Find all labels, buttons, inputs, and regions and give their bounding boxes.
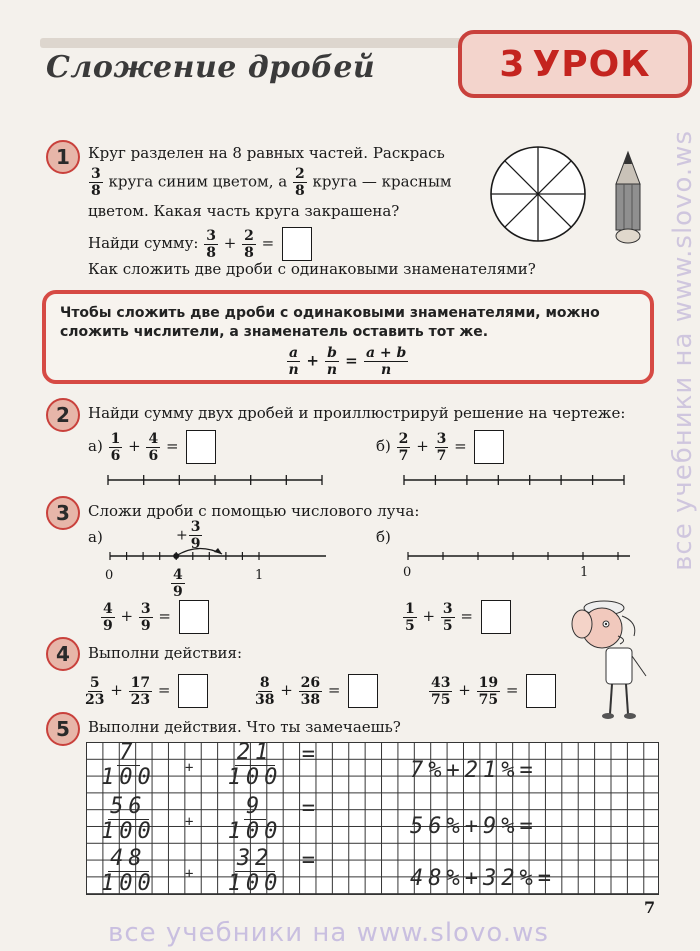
watermark-side: все учебники на www.slovo.ws: [668, 130, 698, 571]
rule-line-2: сложить числители, а знаменатель оставить тот же.: [60, 324, 489, 340]
task-3-b-expr: $\frac{1}{5}$ + $\frac{3}{5}$ =: [402, 600, 511, 634]
task-2-a: а) $\frac{1}{6}$ + $\frac{4}{6}$ =: [88, 430, 216, 464]
task-4-expr-2: $\frac{8}{38}$ + $\frac{26}{38}$ =: [254, 674, 378, 708]
ray-a-one: 1: [255, 568, 264, 583]
task-2-number: 2: [46, 398, 80, 432]
task-1-question: Как сложить две дроби с одинаковыми знаменателями?: [88, 260, 536, 278]
task-2-b-segment: [396, 472, 632, 488]
handwritten-row-2: $\frac{56}{100}$ + $\frac{9}{100}$ =: [101, 794, 320, 844]
task-3-b-label: б): [376, 528, 391, 546]
rule-text: [60, 304, 640, 342]
rule-formula: $\frac{a}{n}$ + $\frac{b}{n}$ = $\frac{a + b}{n}$: [288, 345, 407, 378]
circle-diagram: [488, 144, 588, 244]
page-title: Сложение дробей: [46, 50, 376, 85]
task-5-number: 5: [46, 712, 80, 746]
fraction: $\frac{2}{8}$: [294, 166, 305, 199]
pencil-icon: [610, 150, 646, 246]
answer-box[interactable]: [179, 600, 209, 634]
page-number: 7: [644, 898, 656, 917]
task-5-rows: [100, 742, 660, 894]
handwritten-pct-1: 7%+21%=: [410, 758, 538, 783]
fraction: $\frac{3}{8}$: [91, 166, 101, 199]
task-3-a-expr: $\frac{4}{9}$ + $\frac{3}{9}$ =: [100, 600, 209, 634]
handwritten-pct-2: 56%+9%=: [410, 814, 538, 839]
ray-a-mark: $\frac{4}{9}$: [173, 567, 183, 600]
watermark-bottom: все учебники на www.slovo.ws: [108, 918, 549, 948]
task-5-text: Выполни действия. Что ты замечаешь?: [88, 718, 401, 736]
ray-a-zero: 0: [105, 568, 114, 583]
ray-b-one: 1: [580, 565, 589, 580]
task-2-a-segment: [100, 472, 330, 488]
rule-line-1: Чтобы сложить две дроби с одинаковыми знаменателями, можно: [60, 305, 600, 321]
task-1-line-2: $\frac{3}{8}$ круга синим цветом, а $\frac{2}{8}$ круга — красным: [91, 166, 452, 199]
character-illustration: [568, 592, 658, 722]
arrow-label: + $\frac{3}{9}$: [176, 519, 201, 552]
title-underlay: [40, 38, 470, 48]
task-2-text: Найди сумму двух дробей и проиллюстрируй решение на чертеже:: [88, 404, 626, 422]
answer-box[interactable]: [474, 430, 504, 464]
lesson-badge: [458, 30, 692, 98]
task-2-b: б) $\frac{2}{7}$ + $\frac{3}{7}$ =: [376, 430, 504, 464]
task-1-line-4: Найди сумму: $\frac{3}{8}$ + $\frac{2}{8}$ =: [88, 227, 478, 261]
task-3-number: 3: [46, 496, 80, 530]
task-4-expr-1: $\frac{5}{23}$ + $\frac{17}{23}$ =: [84, 674, 208, 708]
task-1-line-1: Круг разделен на 8 равных частей. Раскрась: [88, 144, 445, 162]
task-3-b-ray: [398, 540, 634, 570]
task-1-number: 1: [46, 140, 80, 174]
ray-b-zero: 0: [403, 565, 412, 580]
task-3-text: Сложи дроби с помощью числового луча:: [88, 502, 420, 520]
task-3-a-label: а): [88, 528, 103, 546]
lesson-number: 3: [499, 43, 525, 85]
answer-box[interactable]: [348, 674, 378, 708]
task-1-line-3: цветом. Какая часть круга закрашена?: [88, 202, 400, 220]
answer-box[interactable]: [186, 430, 216, 464]
handwritten-row-1: $\frac{7}{100}$ + $\frac{21}{100}$ =: [101, 740, 320, 790]
handwritten-row-3: $\frac{48}{100}$ + $\frac{32}{100}$ =: [101, 846, 320, 896]
task-3-a-ray: [100, 540, 330, 570]
task-1-text: [88, 140, 478, 261]
answer-box[interactable]: [526, 674, 556, 708]
task-4-number: 4: [46, 637, 80, 671]
handwritten-pct-3: 48%+32%=: [410, 866, 556, 891]
task-4-expr-3: $\frac{43}{75}$ + $\frac{19}{75}$ =: [428, 674, 556, 708]
answer-box[interactable]: [481, 600, 511, 634]
lesson-word: УРОК: [532, 43, 651, 85]
task-4-text: Выполни действия:: [88, 644, 243, 662]
answer-box[interactable]: [178, 674, 208, 708]
